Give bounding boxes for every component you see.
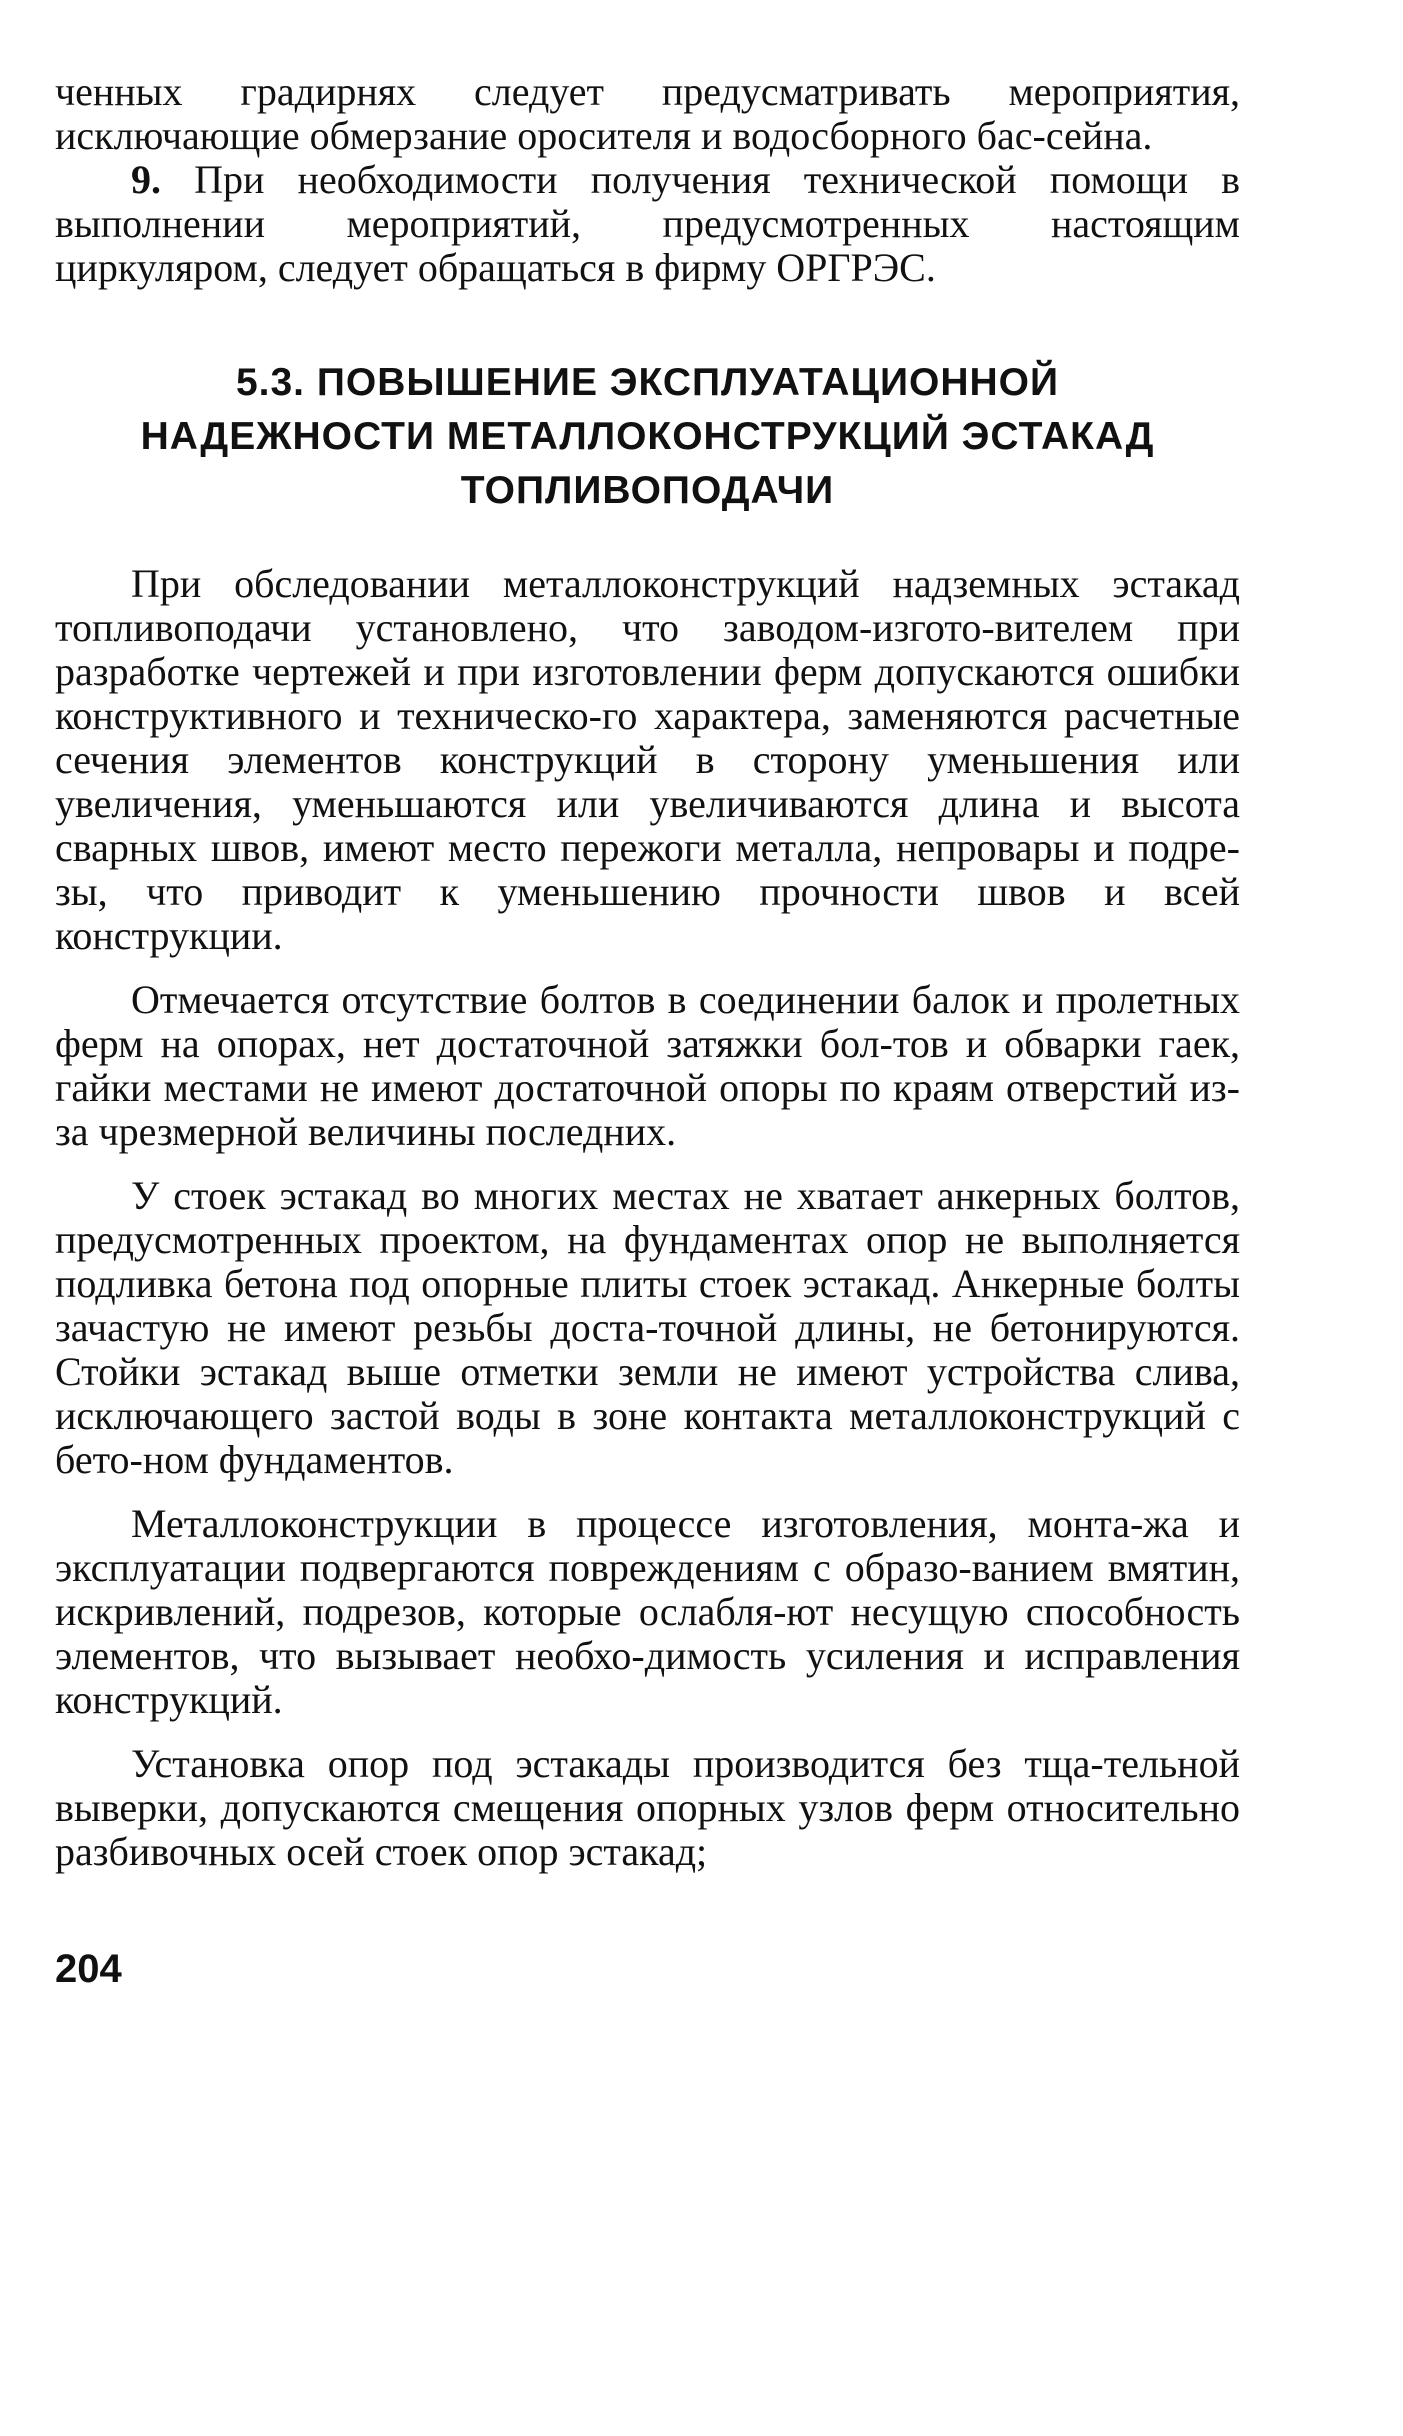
section-heading	[55, 356, 1240, 518]
section-heading-line-2: НАДЕЖНОСТИ МЕТАЛЛОКОНСТРУКЦИЙ ЭСТАКАД	[140, 415, 1155, 458]
paragraph-inspection-findings: При обследовании металлоконструкций надземных эстакад топливоподачи установлено, что заводом-изгото-вителем при разработке чертежей и при изготовлении ферм допускаются ошибки конструктивного и техническо-го характера, заменяются расчетные сечения элементов конструкций в сторону уменьшения или увеличения, уменьшаются или увеличиваются длина и высота сварных швов, имеют место пережоги металла, непровары и подре-зы, что приводит к уменьшению прочности швов и всей конструкции.	[55, 561, 1240, 958]
page-number: 204	[55, 1947, 122, 1991]
item-9-paragraph	[55, 158, 1240, 290]
item-9-number: 9.	[131, 157, 161, 202]
paragraph-damage: Металлоконструкции в процессе изготовления, монта-жа и эксплуатации подвергаются повреждениям с образо-ванием вмятин, искривлений, подрезов, которые ослабля-ют несущую способность элементов, что вызывает необхо-димость усиления и исправления конструкций.	[55, 1501, 1240, 1722]
section-heading-line-1: 5.3. ПОВЫШЕНИЕ ЭКСПЛУАТАЦИОННОЙ	[235, 361, 1060, 404]
paragraph-anchor-bolts: У стоек эстакад во многих местах не хватает анкерных болтов, предусмотренных проектом, на фундаментах опор не выполняется подливка бетона под опорные плиты стоек эстакад. Анкерные болты зачастую не имеют резьбы доста-точной длины, не бетонируются. Стойки эстакад выше отметки земли не имеют устройства слива, исключающего застой воды в зоне контакта металлоконструкций с бето-ном фундаментов.	[55, 1173, 1240, 1482]
paragraph-missing-bolts: Отмечается отсутствие болтов в соединении балок и пролетных ферм на опорах, нет достаточной затяжки бол-тов и обварки гаек, гайки местами не имеют достаточной опоры по краям отверстий из-за чрезмерной величины последних.	[55, 977, 1240, 1154]
paragraph-support-installation: Установка опор под эстакады производится без тща-тельной выверки, допускаются смещения опорных узлов ферм относительно разбивочных осей стоек опор эстакад;	[55, 1741, 1240, 1874]
page-body	[55, 70, 1240, 1874]
continuation-paragraph: ченных градирнях следует предусматривать мероприятия, исключающие обмерзание оросителя и водосборного бас-сейна.	[55, 69, 1240, 158]
section-heading-line-3: ТОПЛИВОПОДАЧИ	[460, 469, 835, 512]
item-9-text: При необходимости получения технической помощи в выполнении мероприятий, предусмотренных настоящим циркуляром, следует обращаться в фирму ОРГРЭС.	[55, 157, 1240, 290]
